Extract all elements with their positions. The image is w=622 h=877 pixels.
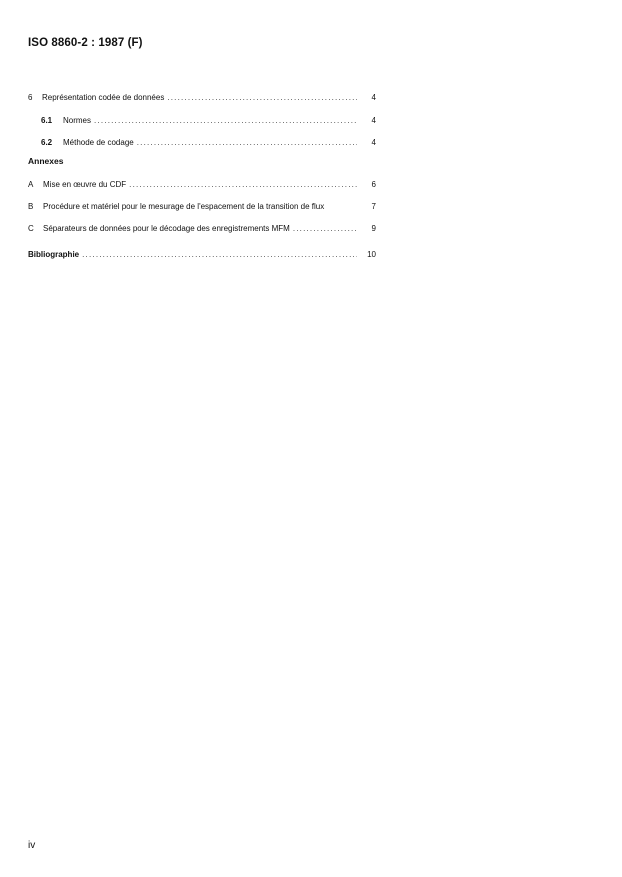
toc-leader-dots <box>129 180 357 189</box>
toc-entry-page: 4 <box>371 93 376 102</box>
toc-leader-dots <box>167 93 357 102</box>
toc-bibliography[interactable] <box>28 250 376 264</box>
toc-entry-6-2[interactable] <box>28 138 376 152</box>
page-number: iv <box>28 840 36 851</box>
toc-entry-page: 4 <box>371 138 376 147</box>
toc-leader-dots <box>94 116 357 125</box>
toc-leader-dots <box>82 250 357 259</box>
toc-entry-6-1[interactable] <box>28 116 376 130</box>
toc-entry-number: 6.2 <box>41 138 53 147</box>
toc-entry-page: 6 <box>371 180 376 189</box>
toc-entry-page: 4 <box>371 116 376 125</box>
toc-entry-label: Mise en œuvre du CDF <box>43 180 127 189</box>
toc-entry-6[interactable] <box>28 93 376 107</box>
toc-entry-number: 6.1 <box>41 116 53 125</box>
toc-entry-number: C <box>28 224 34 233</box>
toc-entry-page: 7 <box>371 202 376 211</box>
toc-entry-number: B <box>28 202 34 211</box>
toc-entry-page: 9 <box>371 224 376 233</box>
toc-entry-label: Séparateurs de données pour le décodage des enregistrements MFM <box>43 224 290 233</box>
toc-entry-label: Bibliographie <box>28 250 80 259</box>
document-header: ISO 8860-2 : 1987 (F) <box>28 37 143 49</box>
toc-entry-number: A <box>28 180 34 189</box>
toc-entry-label: Représentation codée de données <box>42 93 165 102</box>
toc-entry-number: 6 <box>28 93 33 102</box>
toc-entry-label: Procédure et matériel pour le mesurage de l'espacement de la transition de flux <box>43 202 325 211</box>
toc-entry-label: Normes <box>63 116 92 125</box>
toc-leader-dots <box>137 138 357 147</box>
annexes-heading: Annexes <box>28 156 64 166</box>
toc-annex-b[interactable] <box>28 202 376 216</box>
toc-annex-a[interactable] <box>28 180 376 194</box>
table-of-contents <box>28 93 376 264</box>
toc-entry-label: Méthode de codage <box>63 138 134 147</box>
toc-entry-page: 10 <box>367 250 376 259</box>
toc-annex-c[interactable] <box>28 224 376 238</box>
toc-leader-dots <box>293 224 357 233</box>
